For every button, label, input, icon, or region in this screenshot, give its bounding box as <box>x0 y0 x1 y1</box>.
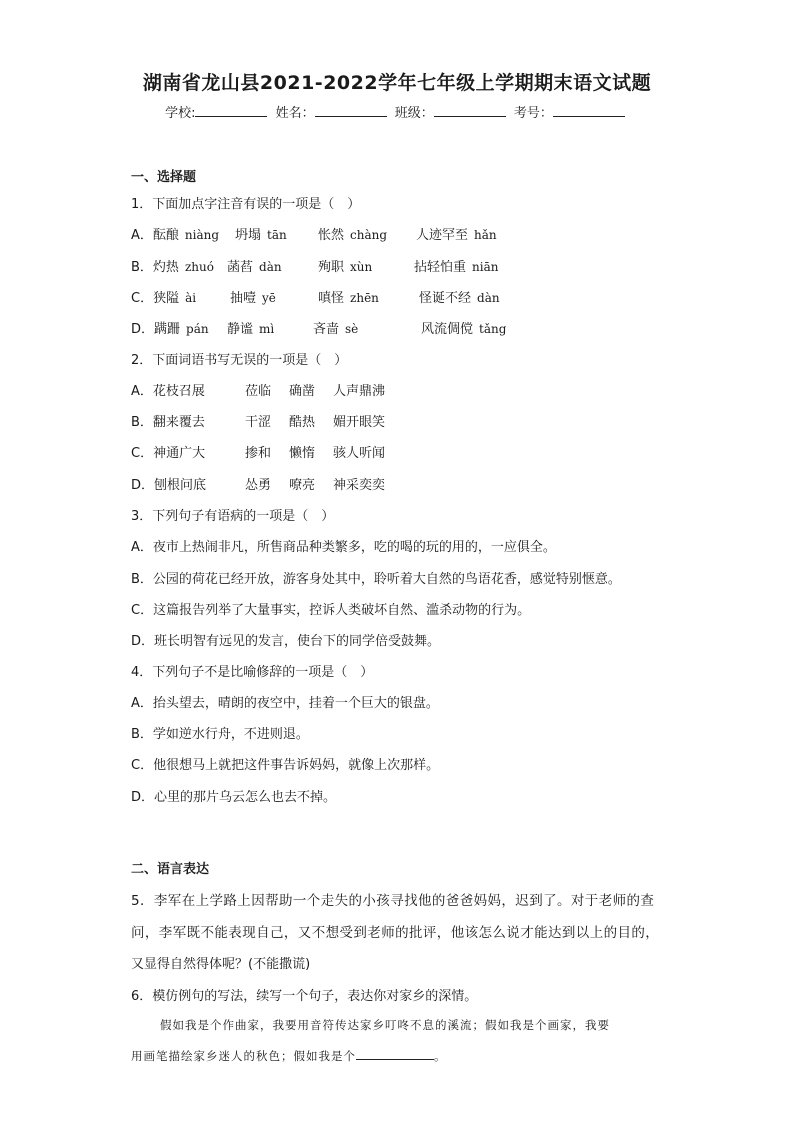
pinyin: xùn <box>350 260 373 274</box>
option-label: D． <box>131 478 155 493</box>
word: 翻来覆去 <box>152 415 205 430</box>
pinyin: dàn <box>259 260 282 274</box>
number-label: 考号： <box>513 106 553 121</box>
pinyin: hǎn <box>474 228 497 242</box>
option-label: A． <box>131 384 153 399</box>
q1-option-b <box>131 256 651 275</box>
word: 怂勇 <box>245 478 272 493</box>
q2-option-a <box>131 380 531 399</box>
name-label: 姓名： <box>275 106 315 121</box>
q6-example-end: 。 <box>434 1049 447 1063</box>
word: 菡萏 <box>227 260 254 275</box>
word: 抽噎 <box>230 291 257 306</box>
q6-example-line-2 <box>131 1047 447 1064</box>
q2-option-b <box>131 411 531 430</box>
number-blank[interactable] <box>553 104 625 117</box>
word: 吝啬 <box>313 322 340 337</box>
word: 蹒跚 <box>154 322 181 337</box>
word: 酝酿 <box>152 228 179 243</box>
word: 确凿 <box>289 384 316 399</box>
q3-stem: 3．下列句子有语病的一项是（ ） <box>131 509 335 524</box>
q1-stem: 1．下面加点字注音有误的一项是（ ） <box>131 197 361 212</box>
pinyin: chàng <box>350 228 388 242</box>
q3-option-b: B．公园的荷花已经开放，游客身处其中，聆听着大自然的鸟语花香，感觉特别惬意。 <box>131 572 621 587</box>
section-heading-expression: 二、语言表达 <box>131 862 210 877</box>
option-label: C． <box>131 446 154 461</box>
page-title: 湖南省龙山县2021-2022学年七年级上学期期末语文试题 <box>142 72 652 94</box>
q4-option-b: B．学如逆水行舟，不进则退。 <box>131 727 309 742</box>
q5-line-1: 5．李军在上学路上因帮助一个走失的小孩寻找他的爸爸妈妈，迟到了。对于老师的查 <box>131 893 655 909</box>
q5-line-3: 又显得自然得体呢？(不能撒谎) <box>131 957 311 972</box>
word: 怪诞不经 <box>419 291 472 306</box>
word: 莅临 <box>245 384 272 399</box>
word: 拈轻怕重 <box>414 260 467 275</box>
q2-option-c <box>131 442 531 461</box>
word: 风流倜傥 <box>421 322 474 337</box>
pinyin: dàn <box>477 291 500 305</box>
q3-option-d: D．班长明智有远见的发言，使台下的同学倍受鼓舞。 <box>131 634 441 649</box>
pinyin: tān <box>267 228 287 242</box>
pinyin: zhuó <box>184 260 214 274</box>
pinyin: yē <box>262 291 276 305</box>
word: 嘹亮 <box>289 478 316 493</box>
word: 人声鼎沸 <box>333 384 386 399</box>
word: 神采奕奕 <box>333 478 386 493</box>
word: 人迹罕至 <box>416 228 469 243</box>
pinyin: ài <box>185 291 197 305</box>
word: 骇人听闻 <box>333 446 386 461</box>
pinyin: sè <box>345 322 359 336</box>
class-label: 班级： <box>394 106 434 121</box>
q1-option-a <box>131 224 651 243</box>
word: 干涩 <box>245 415 272 430</box>
word: 灼热 <box>152 260 179 275</box>
q2-stem: 2．下面词语书写无误的一项是（ ） <box>131 353 348 368</box>
q4-stem: 4．下列句子不是比喻修辞的一项是（ ） <box>131 665 374 680</box>
q4-option-a: A．抬头望去，晴朗的夜空中，挂着一个巨大的银盘。 <box>131 696 439 711</box>
q1-option-d <box>131 318 651 337</box>
q6-example-line-1: 假如我是个作曲家，我要用音符传达家乡叮咚不息的溪流；假如我是个画家，我要 <box>160 1018 610 1032</box>
word: 坍塌 <box>235 228 262 243</box>
option-label: C． <box>131 291 154 306</box>
pinyin: pán <box>186 322 209 336</box>
school-label: 学校: <box>165 106 196 121</box>
pinyin: niān <box>472 260 499 274</box>
option-label: B． <box>131 415 153 430</box>
school-blank[interactable] <box>195 104 267 117</box>
word: 神通广大 <box>153 446 206 461</box>
q2-option-d <box>131 474 531 493</box>
option-label: B． <box>131 260 153 275</box>
q6-answer-blank[interactable] <box>356 1047 434 1060</box>
pinyin: niàng <box>184 228 220 242</box>
q6-example-text: 用画笔描绘家乡迷人的秋色；假如我是个 <box>131 1049 356 1063</box>
word: 懒惰 <box>289 446 316 461</box>
name-blank[interactable] <box>315 104 387 117</box>
section-heading-choice: 一、选择题 <box>131 170 197 185</box>
q4-option-c: C．他很想马上就把这件事告诉妈妈，就像上次那样。 <box>131 758 440 773</box>
word: 嗔怪 <box>318 291 345 306</box>
q5-line-2: 问，李军既不能表现自己，又不想受到老师的批评，他该怎么说才能达到以上的目的， <box>131 925 660 941</box>
q1-option-c <box>131 287 651 306</box>
q6-stem: 6．模仿例句的写法，续写一个句子，表达你对家乡的深情。 <box>131 989 478 1004</box>
option-label: A． <box>131 228 153 243</box>
q4-option-d: D．心里的那片乌云怎么也去不掉。 <box>131 790 337 805</box>
word: 怅然 <box>318 228 345 243</box>
word: 狭隘 <box>153 291 180 306</box>
student-info-line <box>0 102 794 121</box>
option-label: D． <box>131 322 155 337</box>
word: 刨根问底 <box>154 478 207 493</box>
word: 花枝召展 <box>152 384 205 399</box>
word: 静谧 <box>227 322 254 337</box>
word: 酷热 <box>289 415 316 430</box>
q3-option-a: A．夜市上热闹非凡，所售商品种类繁多，吃的喝的玩的用的，一应俱全。 <box>131 540 556 555</box>
pinyin: tǎng <box>479 322 507 336</box>
pinyin: mì <box>259 322 275 336</box>
word: 殉职 <box>318 260 345 275</box>
word: 媚开眼笑 <box>333 415 386 430</box>
pinyin: zhēn <box>350 291 379 305</box>
class-blank[interactable] <box>434 104 506 117</box>
q3-option-c: C．这篇报告列举了大量事实，控诉人类破坏自然、滥杀动物的行为。 <box>131 603 531 618</box>
word: 掺和 <box>245 446 272 461</box>
